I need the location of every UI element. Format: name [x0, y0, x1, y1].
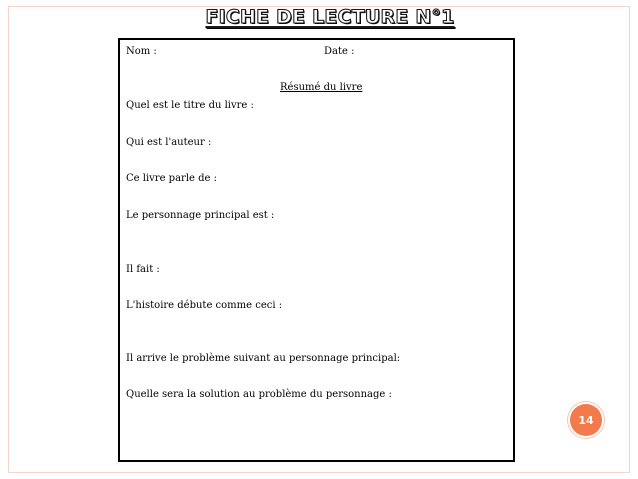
question-main-character: Le personnage principal est : [126, 210, 275, 221]
section-title: Résumé du livre [280, 82, 363, 93]
question-action: Il fait : [126, 264, 160, 275]
nom-label: Nom : [126, 46, 157, 57]
page-number-badge: 14 [570, 404, 602, 436]
question-beginning: L'histoire débute comme ceci : [126, 300, 283, 311]
question-solution: Quelle sera la solution au problème du personnage : [126, 389, 392, 400]
question-title: Quel est le titre du livre : [126, 100, 254, 111]
question-problem: Il arrive le problème suivant au personnage principal: [126, 353, 401, 364]
page-title: FICHE DE LECTURE N°1 [205, 6, 455, 28]
reading-form [118, 38, 515, 462]
date-label: Date : [324, 46, 355, 57]
question-subject: Ce livre parle de : [126, 173, 217, 184]
question-author: Qui est l'auteur : [126, 137, 212, 148]
